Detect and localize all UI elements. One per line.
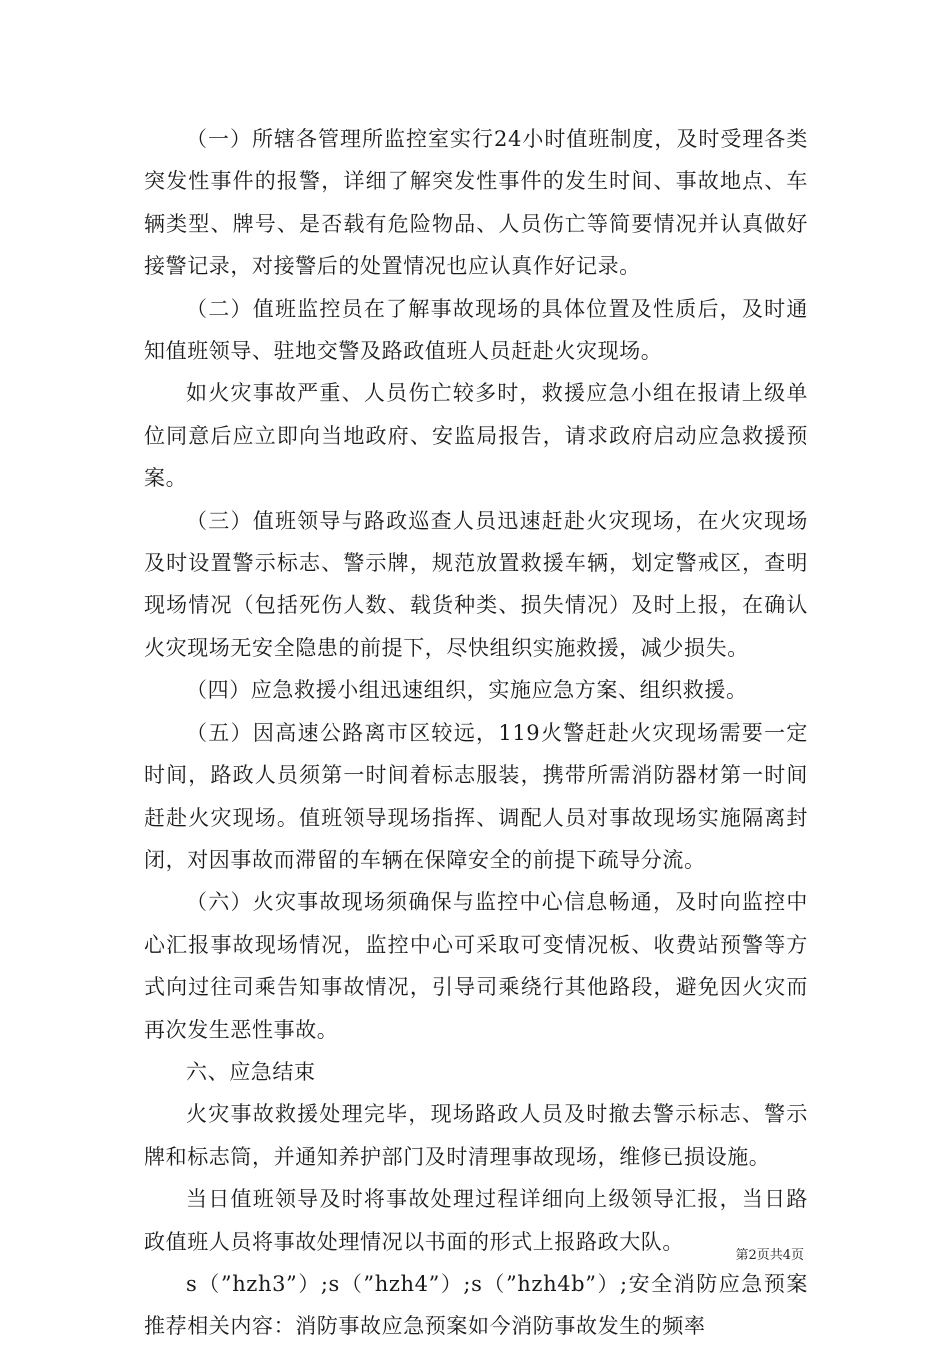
paragraph-3: 如火灾事故严重、人员伤亡较多时，救援应急小组在报请上级单位同意后应立即向当地政府、安监局报告，请求政府启动应急救援预案。 [144, 381, 808, 491]
paragraph-4: （三）值班领导与路政巡查人员迅速赶赴火灾现场，在火灾现场及时设置警示标志、警示牌，规范放置救援车辆，划定警戒区，查明现场情况（包括死伤人数、载货种类、损失情况）及时上报，在确认火灾现场无安全隐患的前提下，尽快组织实施救援，减少损失。 [144, 508, 808, 660]
paragraph-6: （五）因高速公路离市区较远，119火警赶赴火灾现场需要一定时间，路政人员须第一时间着标志服装，携带所需消防器材第一时间赶赴火灾现场。值班领导现场指挥、调配人员对事故现场实施隔离封闭，对因事故而滞留的车辆在保障安全的前提下疏导分流。 [144, 720, 808, 872]
section-heading: 六、应急结束 [186, 1059, 316, 1084]
paragraph-11: s（”hzh3”）;s（”hzh4”）;s（”hzh4b”）;安全消防应急预案推荐相关内容：消防事故应急预案如今消防事故发生的频率 [144, 1271, 808, 1339]
paragraph-7: （六）火灾事故现场须确保与监控中心信息畅通，及时向监控中心汇报事故现场情况，监控中心可采取可变情况板、收费站预警等方式向过往司乘告知事故情况，引导司乘绕行其他路段，避免因火灾而再次发生恶性事故。 [144, 890, 808, 1042]
paragraph-5: （四）应急救援小组迅速组织，实施应急方案、组织救援。 [186, 678, 748, 703]
document-body [144, 118, 808, 1348]
paragraph-2: （二）值班监控员在了解事故现场的具体位置及性质后，及时通知值班领导、驻地交警及路政值班人员赶赴火灾现场。 [144, 296, 808, 364]
paragraph-1: （一）所辖各管理所监控室实行24小时值班制度，及时受理各类突发性事件的报警，详细了解突发性事件的发生时间、事故地点、车辆类型、牌号、是否载有危险物品、人员伤亡等简要情况并认真做好接警记录，对接警后的处置情况也应认真作好记录。 [144, 127, 808, 279]
paragraph-10: 当日值班领导及时将事故处理过程详细向上级领导汇报，当日路政值班人员将事故处理情况以书面的形式上报路政大队。 [144, 1187, 808, 1254]
page-number: 第2页共4页 [735, 1248, 804, 1263]
paragraph-9: 火灾事故救援处理完毕，现场路政人员及时撤去警示标志、警示牌和标志筒，并通知养护部门及时清理事故现场，维修已损设施。 [144, 1102, 808, 1169]
